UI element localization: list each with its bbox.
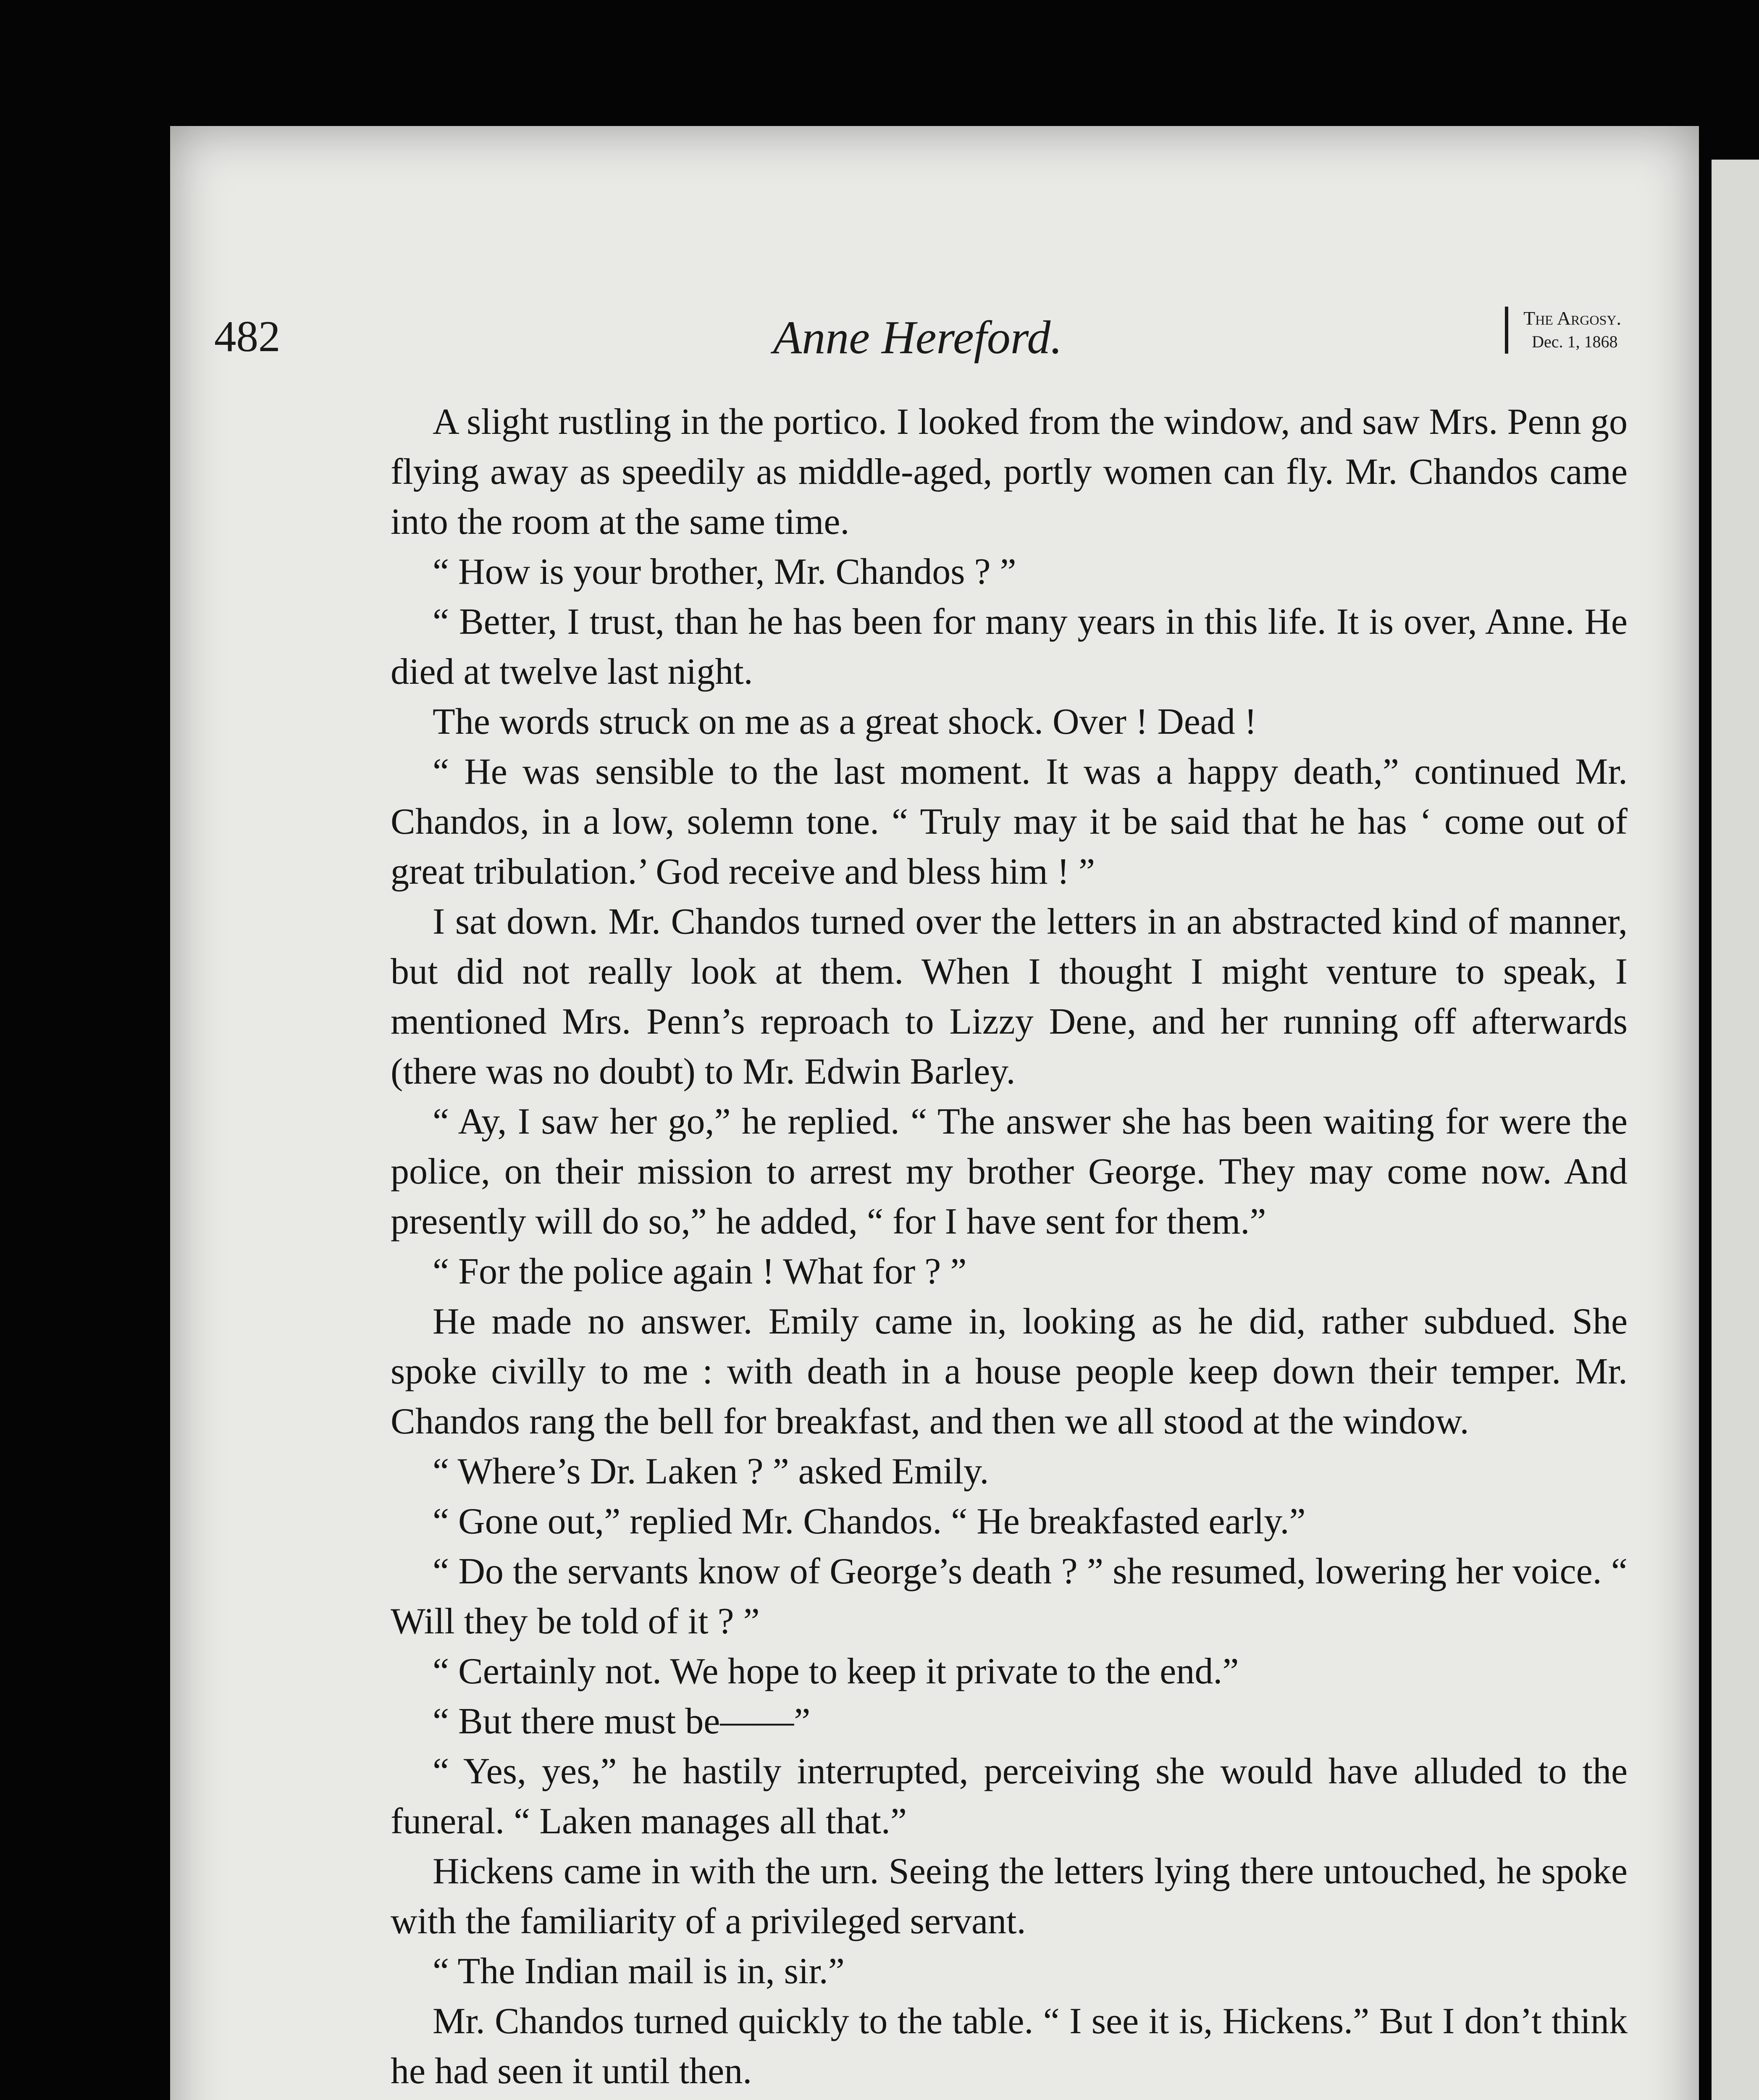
page-body [391,397,1628,2100]
page-number: 482 [214,312,281,361]
paragraph: He made no answer. Emily came in, looking as he did, rather subdued. She spoke civilly to me : with death in a house people keep down their temper. Mr. Chandos rang the bell for breakfast, and then we all stood at the window. [391,1301,1628,1442]
paragraph: “ For the police again ! What for ? ” [433,1251,967,1292]
paragraph: The words struck on me as a great shock. Over ! Dead ! [433,701,1257,742]
adjacent-page-edge [1712,160,1759,2100]
paragraph: A slight rustling in the portico. I looked from the window, and saw Mrs. Penn go flying away as speedily as middle-aged, portly women can fly. Mr. Chandos came into the room at the same time. [391,402,1628,542]
paragraph: Hickens came in with the urn. Seeing the letters lying there untouched, he spoke with the familiarity of a privileged servant. [391,1851,1628,1942]
paragraph: “ Do the servants know of George’s death ? ” she resumed, lowering her voice. “ Will they be told of it ? ” [391,1551,1628,1642]
journal-name: The Argosy. [1523,307,1621,329]
page-header [214,307,1621,386]
paragraph: “ How is your brother, Mr. Chandos ? ” [433,551,1016,592]
paragraph: “ Ay, I saw her go,” he replied. “ The answer she has been waiting for were the police, on their mission to arrest my brother George. They may come now. And presently will do so,” he added, “ for I have sent for them.” [391,1101,1628,1242]
journal-date: Dec. 1, 1868 [1532,332,1618,351]
paragraph [391,2096,1628,2100]
paragraph: “ Certainly not. We hope to keep it private to the end.” [433,1651,1239,1692]
running-title: Anne Hereford. [773,312,1063,364]
paragraph: “ Where’s Dr. Laken ? ” asked Emily. [433,1451,989,1492]
paragraph: “ But there must be——” [433,1701,811,1742]
paragraph: “ Better, I trust, than he has been for many years in this life. It is over, Anne. He died at twelve last night. [391,601,1628,692]
paragraph: “ He was sensible to the last moment. It was a happy death,” continued Mr. Chandos, in a low, solemn tone. “ Truly may it be said that he has ‘ come out of great tribulation.’ God receive and bless him ! ” [391,751,1628,892]
paragraph: “ Gone out,” replied Mr. Chandos. “ He breakfasted early.” [433,1501,1306,1542]
paragraph: Mr. Chandos turned quickly to the table. “ I see it is, Hickens.” But I don’t think he had seen it until then. [391,2001,1628,2092]
paragraph: “ Yes, yes,” he hastily interrupted, perceiving she would have alluded to the funeral. “ Laken manages all that.” [391,1751,1628,1842]
paragraph: “ The Indian mail is in, sir.” [433,1951,845,1992]
journal-reference [1505,307,1621,354]
paragraph: I sat down. Mr. Chandos turned over the letters in an abstracted kind of manner, but did not really look at them. When I thought I might venture to speak, I mentioned Mrs. Penn’s reproach to Lizzy Dene, and her running off afterwards (there was no doubt) to Mr. Edwin Barley. [391,901,1628,1092]
